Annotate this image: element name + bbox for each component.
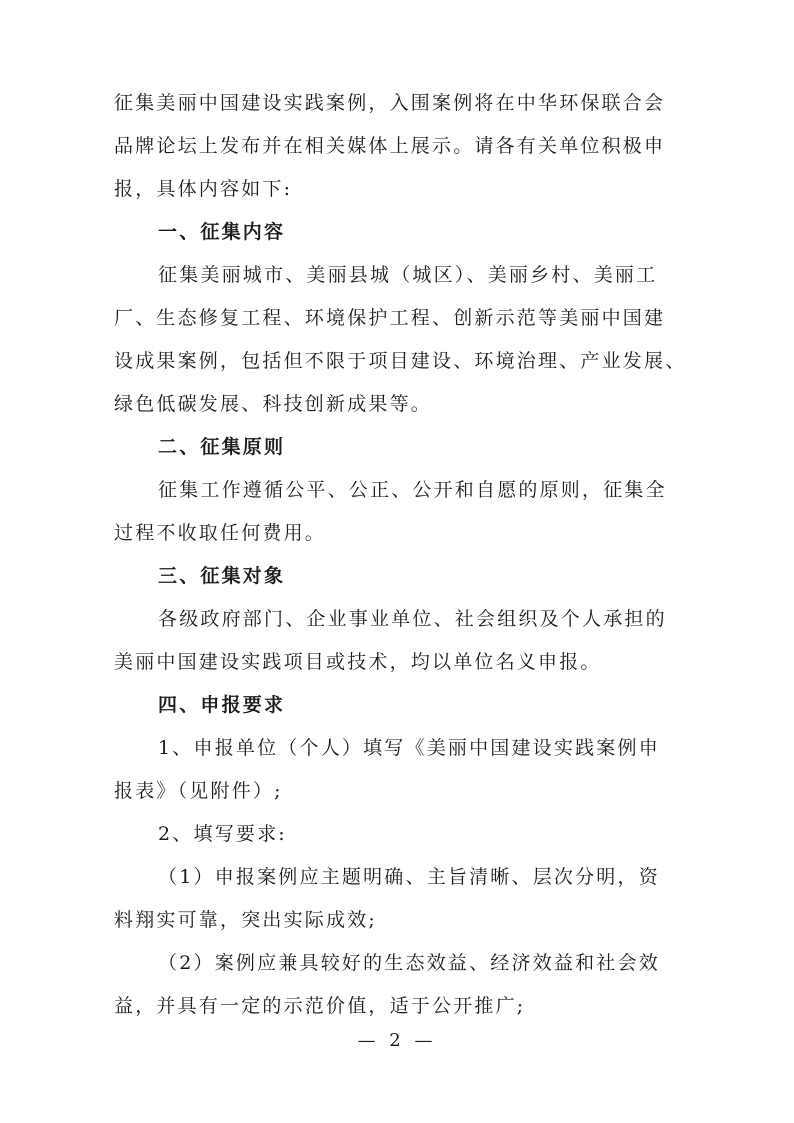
- text-line: 1、申报单位（个人）填写《美丽中国建设实践案例申: [158, 737, 660, 759]
- section-heading: 三、征集对象: [158, 565, 286, 587]
- text-line: 料翔实可靠，突出实际成效;: [114, 909, 378, 931]
- text-line: 益，并具有一定的示范价值，适于公开推广;: [114, 995, 526, 1017]
- text-line: 设成果案例，包括但不限于项目建设、环境治理、产业发展、: [114, 350, 687, 372]
- text-line: 品牌论坛上发布并在相关媒体上展示。请各有关单位积极申: [114, 135, 666, 157]
- text-line: 征集工作遵循公平、公正、公开和自愿的原则，征集全: [158, 479, 667, 501]
- text-line: 美丽中国建设实践项目或技术，均以单位名义申报。: [114, 651, 602, 673]
- text-line: 征集美丽中国建设实践案例，入围案例将在中华环保联合会: [114, 92, 666, 114]
- document-body: [114, 82, 687, 1028]
- page-number: — 2 —: [357, 1030, 437, 1051]
- text-line: 2、填写要求:: [158, 823, 287, 845]
- text-line: （2）案例应兼具较好的生态效益、经济效益和社会效: [158, 952, 660, 974]
- text-line: 各级政府部门、企业事业单位、社会组织及个人承担的: [158, 608, 667, 630]
- text-line: 厂、生态修复工程、环境保护工程、创新示范等美丽中国建: [114, 307, 666, 329]
- text-line: 报，具体内容如下:: [114, 178, 293, 200]
- section-heading: 二、征集原则: [158, 436, 286, 458]
- text-line: （1）申报案例应主题明确、主旨清晰、层次分明，资: [158, 866, 660, 888]
- text-line: 报表》（见附件）;: [114, 780, 283, 802]
- text-line: 过程不收取任何费用。: [114, 522, 327, 544]
- section-heading: 四、申报要求: [158, 694, 286, 716]
- section-heading: 一、征集内容: [158, 221, 286, 243]
- text-line: 绿色低碳发展、科技创新成果等。: [114, 393, 433, 415]
- text-line: 征集美丽城市、美丽县城（城区）、美丽乡村、美丽工: [158, 264, 658, 286]
